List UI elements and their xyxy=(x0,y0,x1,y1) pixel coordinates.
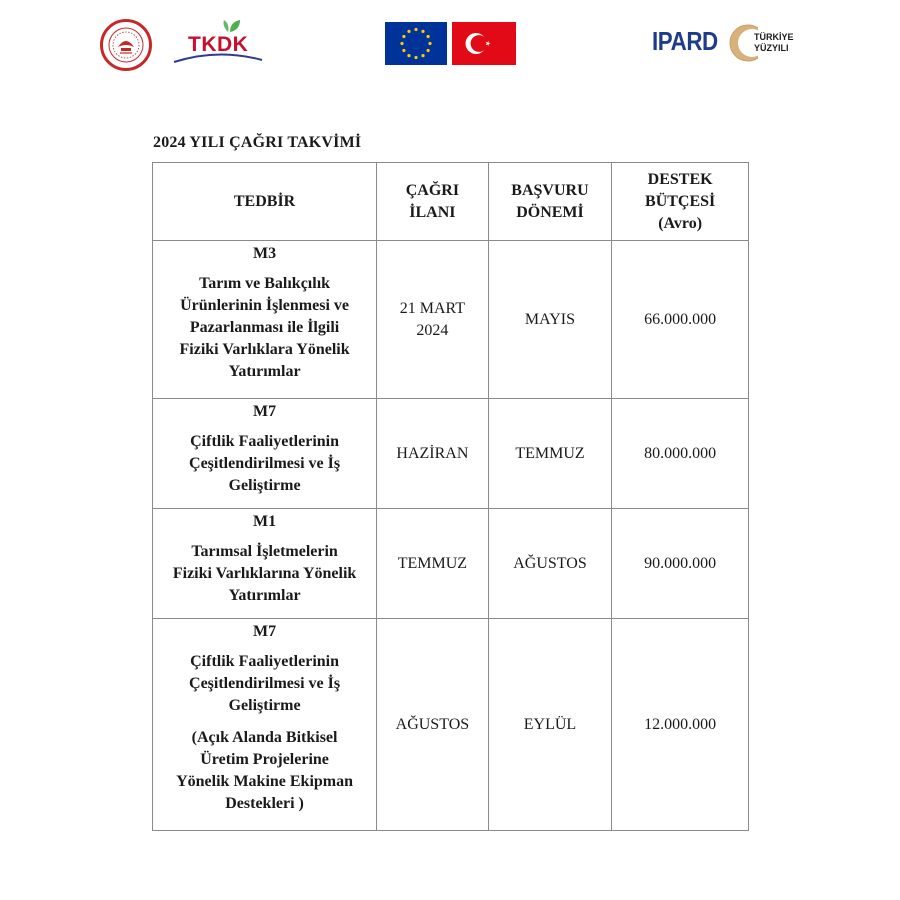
table-header-row xyxy=(153,163,749,241)
tedbir-cell xyxy=(153,399,377,509)
call-calendar-table xyxy=(152,162,749,831)
tkdk-text: TKDK xyxy=(188,33,249,56)
destek-butcesi-cell: 12.000.000 xyxy=(612,619,749,831)
table-row xyxy=(153,399,749,509)
eu-flag-icon xyxy=(385,22,447,65)
note-line: (Açık Alanda Bitkisel xyxy=(191,729,338,746)
desc-line: Geliştirme xyxy=(228,697,301,714)
measure-description xyxy=(159,541,370,607)
destek-butcesi-cell: 66.000.000 xyxy=(612,241,749,399)
tedbir-cell xyxy=(153,619,377,831)
desc-line: Fiziki Varlıklara Yönelik xyxy=(179,341,350,358)
turkey-flag-icon xyxy=(452,22,516,65)
header-basvuru-line1: BAŞVURU xyxy=(511,181,589,199)
basvuru-donemi-cell: MAYIS xyxy=(488,241,612,399)
desc-line: Çiftlik Faaliyetlerinin xyxy=(190,433,339,450)
desc-line: Çeşitlendirilmesi ve İş xyxy=(189,675,341,692)
note-line: Üretim Projelerine xyxy=(200,751,329,768)
measure-description xyxy=(159,651,370,717)
tkdk-logo xyxy=(172,18,264,68)
desc-line: Pazarlanması ile İlgili xyxy=(189,319,340,336)
turkiye-yuzyili-logo xyxy=(728,18,808,68)
desc-line: Yatırımlar xyxy=(228,587,301,604)
destek-butcesi-cell: 80.000.000 xyxy=(612,399,749,509)
desc-line: Yatırımlar xyxy=(228,363,301,380)
cagri-ilani-cell: TEMMUZ xyxy=(377,509,489,619)
table-row xyxy=(153,241,749,399)
turkiye-yuzyili-text xyxy=(754,32,794,54)
logo-header xyxy=(0,0,900,80)
basvuru-donemi-cell: TEMMUZ xyxy=(488,399,612,509)
desc-line: Tarımsal İşletmelerin xyxy=(191,543,338,560)
cagri-date-line2: 2024 xyxy=(416,321,449,339)
header-cagri-ilani xyxy=(377,163,489,241)
cagri-date-line1: 21 MART xyxy=(399,299,466,317)
header-tedbir xyxy=(153,163,377,241)
yuzyili-line: YÜZYILI xyxy=(754,43,789,53)
desc-line: Çeşitlendirilmesi ve İş xyxy=(189,455,341,472)
destek-butcesi-cell: 90.000.000 xyxy=(612,509,749,619)
desc-line: Tarım ve Balıkçılık xyxy=(199,275,331,292)
header-cagri-line2: İLANI xyxy=(409,203,456,221)
document-title: 2024 YILI ÇAĞRI TAKVİMİ xyxy=(153,134,362,151)
note-line: Yönelik Makine Ekipman xyxy=(176,773,354,790)
cagri-ilani-cell: AĞUSTOS xyxy=(377,619,489,831)
measure-description xyxy=(159,431,370,497)
header-destek-line3: (Avro) xyxy=(658,214,703,232)
desc-line: Ürünlerinin İşlenmesi ve xyxy=(180,297,349,314)
header-basvuru-donemi xyxy=(488,163,612,241)
cagri-ilani-cell xyxy=(377,241,489,399)
ministry-seal-icon xyxy=(100,19,152,71)
desc-line: Çiftlik Faaliyetlerinin xyxy=(190,653,339,670)
header-basvuru-line2: DÖNEMİ xyxy=(516,203,584,221)
table-row xyxy=(153,619,749,831)
header-destek-line1: DESTEK xyxy=(647,170,713,188)
desc-line: Geliştirme xyxy=(228,477,301,494)
measure-note xyxy=(159,727,370,815)
header-tedbir-label: TEDBİR xyxy=(233,192,296,210)
basvuru-donemi-cell: AĞUSTOS xyxy=(488,509,612,619)
header-destek-line2: BÜTÇESİ xyxy=(645,192,716,210)
basvuru-donemi-cell: EYLÜL xyxy=(488,619,612,831)
tedbir-cell xyxy=(153,241,377,399)
cagri-ilani-cell: HAZİRAN xyxy=(377,399,489,509)
note-line: Destekleri ) xyxy=(225,795,304,812)
measure-code: M7 xyxy=(253,623,277,640)
table-row xyxy=(153,509,749,619)
measure-code: M3 xyxy=(253,245,277,262)
measure-code: M7 xyxy=(253,403,277,420)
measure-code: M1 xyxy=(253,513,277,530)
tedbir-cell xyxy=(153,509,377,619)
desc-line: Fiziki Varlıklarına Yönelik xyxy=(172,565,357,582)
ipard-logo: IPARD xyxy=(652,26,718,56)
header-cagri-line1: ÇAĞRI xyxy=(405,181,460,199)
turkiye-line: TÜRKİYE xyxy=(754,32,794,42)
header-destek-butcesi xyxy=(612,163,749,241)
measure-description xyxy=(159,273,370,383)
